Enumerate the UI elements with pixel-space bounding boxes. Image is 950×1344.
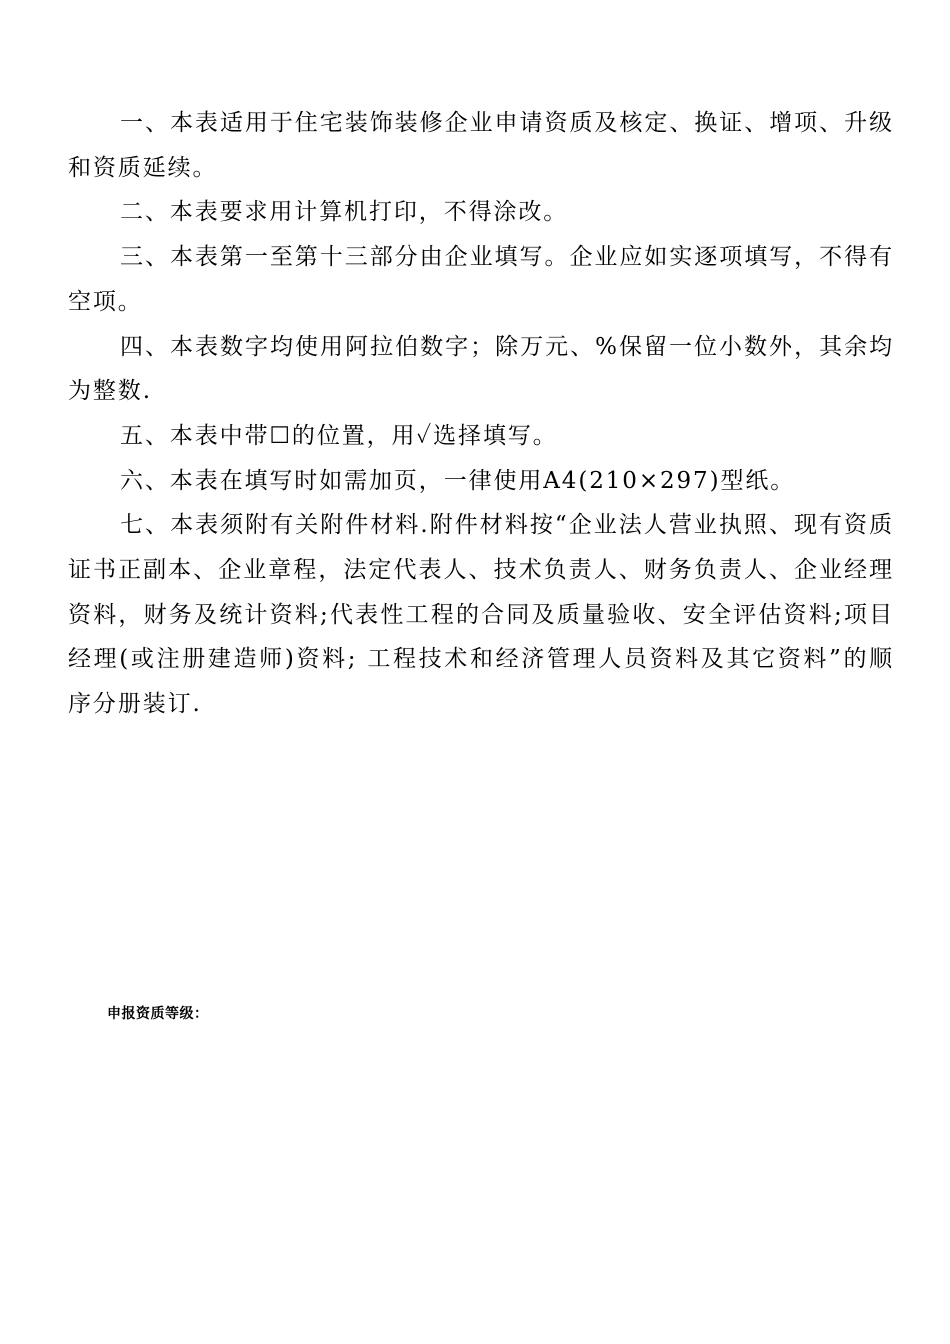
instruction-3: 三、本表第一至第十三部分由企业填写。企业应如实逐项填写，不得有空项。 [68, 244, 894, 315]
instructions-section [68, 101, 894, 727]
instruction-4: 四、本表数字均使用阿拉伯数字；除万元、%保留一位小数外，其余均为整数. [68, 333, 894, 405]
instruction-6: 六、本表在填写时如需加页，一律使用A4(210×297)型纸。 [120, 467, 796, 494]
instruction-2: 二、本表要求用计算机打印，不得涂改。 [120, 199, 569, 226]
qualification-level-label: 申报资质等级： [107, 1006, 209, 1022]
instruction-1: 一、本表适用于住宅装饰装修企业申请资质及核定、换证、增项、升级和资质延续。 [68, 110, 894, 181]
instruction-7: 七、本表须附有关附件材料.附件材料按“企业法人营业执照、现有资质证书正副本、企业章程，法定代表人、技术负责人、财务负责人、企业经理资料，财务及统计资料;代表性工程的合同及质量验收、安全评估资料;项目经理(或注册建造师)资料; 工程技术和经济管理人员资料及其它资料”的顺序分册装订. [68, 512, 894, 718]
instruction-5: 五、本表中带☐的位置，用✓选择填写。 [120, 422, 558, 449]
